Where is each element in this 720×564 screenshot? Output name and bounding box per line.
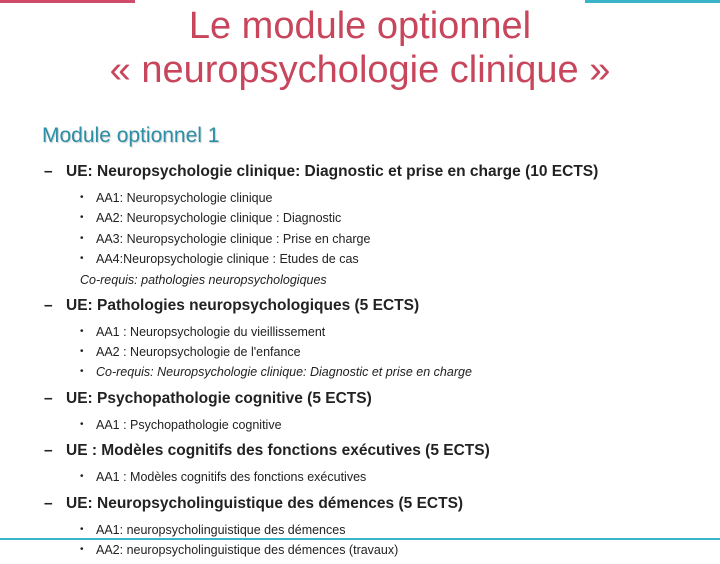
unit-list <box>44 160 714 564</box>
unit-heading <box>44 439 714 463</box>
dash-marker: – <box>44 389 53 407</box>
unit-items <box>80 520 714 561</box>
list-item <box>80 229 714 249</box>
title-line-2: « neuropsychologie clinique » <box>109 49 611 91</box>
top-accent-bar-left <box>0 0 135 3</box>
list-item <box>80 188 714 208</box>
unit-label: UE: Neuropsycholinguistique des démences <box>66 494 395 512</box>
unit-ects: (5 ECTS) <box>354 296 420 314</box>
bullet-icon: • <box>80 253 84 265</box>
bullet-icon: • <box>80 192 84 203</box>
coreq-note: Co-requis: pathologies neuropsychologiques <box>80 272 327 287</box>
item-text: AA1 : Psychopathologie cognitive <box>96 417 282 432</box>
item-text: AA1: Neuropsychologie clinique <box>96 191 273 205</box>
unit-heading <box>44 387 714 411</box>
list-item <box>80 467 714 487</box>
item-text: AA1: neuropsycholinguistique des démences <box>96 522 346 537</box>
module-subtitle: Module optionnel 1 <box>42 124 220 147</box>
unit-ects: (5 ECTS) <box>425 442 490 460</box>
list-item <box>80 362 714 382</box>
bullet-icon: • <box>80 232 84 244</box>
slide-title <box>0 4 720 92</box>
unit-label: UE: Psychopathologie cognitive <box>66 389 303 407</box>
unit-items <box>80 322 714 383</box>
dash-marker: – <box>44 494 53 512</box>
bullet-icon: • <box>80 212 84 224</box>
list-item <box>80 342 714 362</box>
unit-label: UE: Neuropsychologie clinique: Diagnostic et prise en charge <box>66 163 521 180</box>
bullet-icon: • <box>80 471 84 483</box>
list-item <box>80 520 714 540</box>
unit-items <box>80 188 714 270</box>
item-text: AA2 : Neuropsychologie de l'enfance <box>96 345 301 360</box>
top-accent-bar-right <box>585 0 720 3</box>
list-item <box>80 208 714 228</box>
item-text: AA1 : Neuropsychologie du vieillissement <box>96 324 326 339</box>
item-text: AA1 : Modèles cognitifs des fonctions exécutives <box>96 470 367 485</box>
unit-label: UE: Pathologies neuropsychologiques <box>66 296 351 314</box>
unit-ects: (5 ECTS) <box>307 389 372 407</box>
list-item <box>80 540 714 560</box>
list-item <box>80 415 714 435</box>
bullet-icon: • <box>80 523 84 535</box>
item-text: AA2: Neuropsychologie clinique : Diagnostic <box>96 211 342 226</box>
item-text: AA2: neuropsycholinguistique des démences (travaux) <box>96 543 399 558</box>
dash-marker: – <box>44 163 53 180</box>
item-text: AA3: Neuropsychologie clinique : Prise en charge <box>96 231 371 246</box>
unit-label: UE : Modèles cognitifs des fonctions exécutives <box>66 442 421 460</box>
bullet-icon: • <box>80 544 84 556</box>
unit-items <box>80 415 714 435</box>
bullet-icon: • <box>80 366 84 378</box>
unit-ects: (10 ECTS) <box>525 163 599 180</box>
unit-heading <box>44 492 714 516</box>
title-line-1: Le module optionnel <box>188 5 532 47</box>
unit-items <box>80 467 714 487</box>
bullet-icon: • <box>80 418 84 430</box>
list-item <box>80 322 714 342</box>
unit-heading <box>44 160 714 184</box>
item-text: AA4:Neuropsychologie clinique : Etudes de cas <box>96 252 359 267</box>
bullet-icon: • <box>80 325 84 337</box>
bullet-icon: • <box>80 346 84 358</box>
item-text: Co-requis: Neuropsychologie clinique: Diagnostic et prise en charge <box>96 365 472 380</box>
unit-ects: (5 ECTS) <box>398 494 464 512</box>
dash-marker: – <box>44 296 53 314</box>
dash-marker: – <box>44 442 53 460</box>
unit-heading <box>44 294 714 318</box>
list-item <box>80 249 714 269</box>
